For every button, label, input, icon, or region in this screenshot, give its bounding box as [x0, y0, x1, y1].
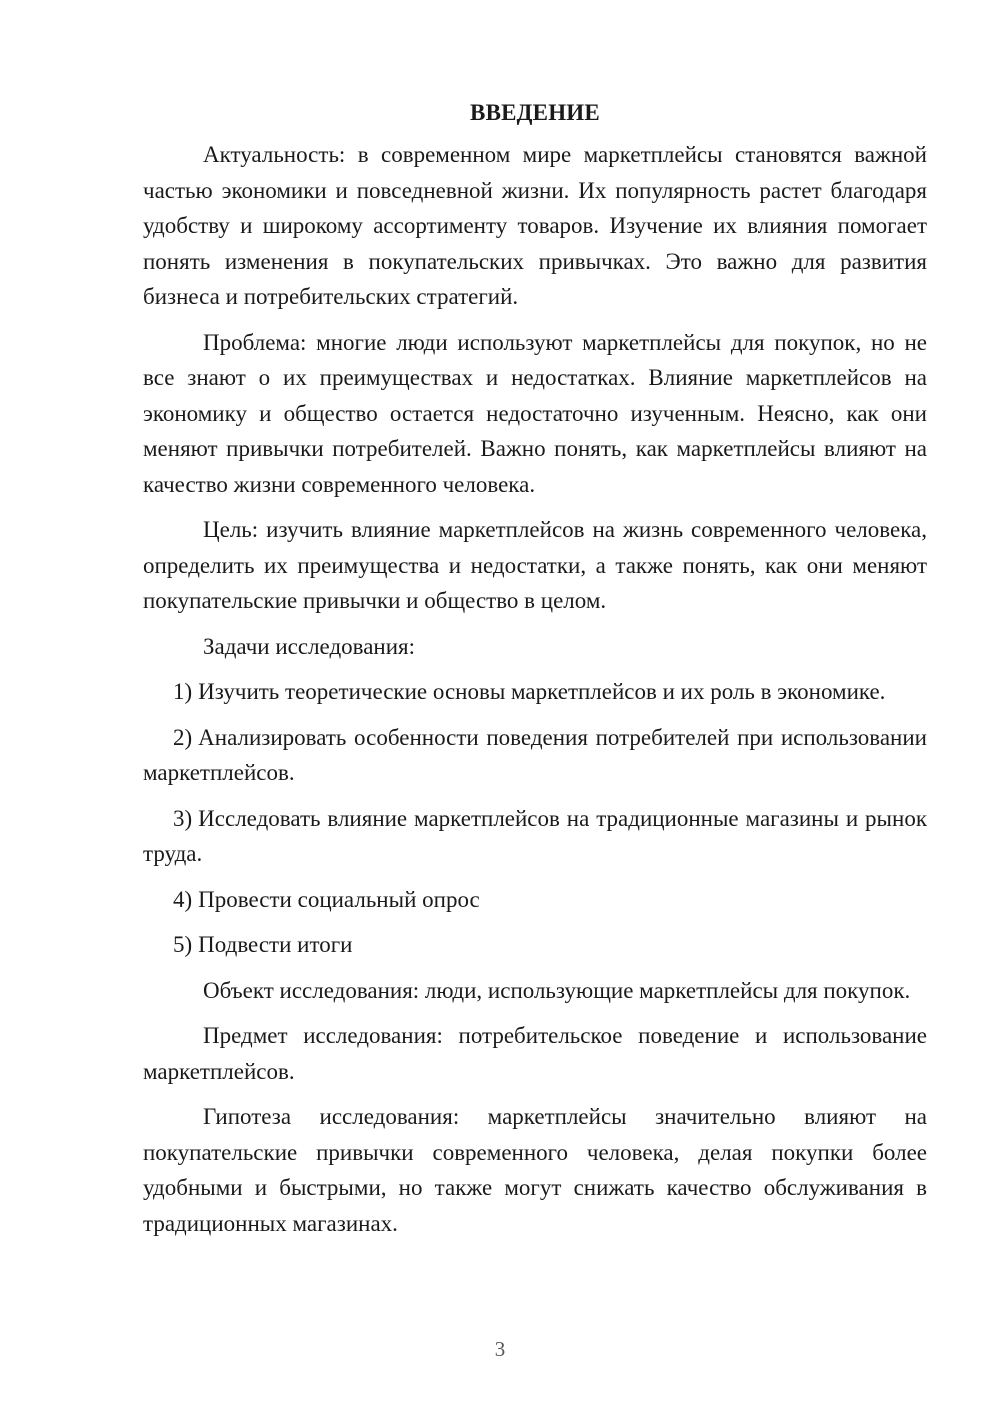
task-item-2 [143, 720, 927, 791]
relevance-paragraph: Актуальность: в современном мире маркетплейсы становятся важной частью экономики и повседневной жизни. Их популярность растет благодаря удобству и широкому ассортименту товаров. Изучение их влияния помогает понять изменения в покупательских привычках. Это важно для развития бизнеса и потребительских стратегий. [143, 142, 927, 309]
page-number: 3 [494, 1337, 506, 1361]
problem-paragraph: Проблема: многие люди используют маркетплейсы для покупок, но не все знают о их преимуществах и недостатках. Влияние маркетплейсов на экономику и общество остается недостаточно изученным. Неясно, как они меняют привычки потребителей. Важно понять, как маркетплейсы влияют на качество жизни современного человека. [143, 329, 927, 497]
task-item-1 [143, 674, 927, 710]
task-item-4 [143, 882, 927, 918]
task-item-5 [143, 927, 927, 963]
task-text: Провести социальный опрос [198, 886, 480, 912]
task-number: 2) [173, 724, 193, 750]
task-item-3 [143, 801, 927, 872]
task-number: 3) [173, 805, 193, 831]
tasks-list [143, 674, 927, 963]
task-text: Изучить теоретические основы маркетплейсов и их роль в экономике. [198, 679, 886, 704]
task-number: 1) [173, 679, 193, 704]
task-number: 4) [173, 886, 193, 912]
task-number: 5) [173, 932, 193, 957]
task-text: Подвести итоги [198, 932, 353, 957]
page-content [143, 95, 927, 1251]
hypothesis-paragraph: Гипотеза исследования: маркетплейсы значительно влияют на покупательские привычки современного человека, делая покупки более удобными и быстрыми, но также могут снижать качество обслуживания в традиционных магазинах. [143, 1104, 927, 1236]
page-title: ВВЕДЕНИЕ [470, 100, 600, 125]
tasks-label: Задачи исследования: [203, 633, 416, 659]
subject-paragraph: Предмет исследования: потребительское поведение и использование маркетплейсов. [143, 1023, 927, 1084]
goal-paragraph: Цель: изучить влияние маркетплейсов на жизнь современного человека, определить их преимущества и недостатки, а также понять, как они меняют покупательские привычки и общество в целом. [143, 517, 927, 613]
task-text: Анализировать особенности поведения потребителей при использовании маркетплейсов. [143, 724, 927, 785]
object-paragraph: Объект исследования: люди, использующие маркетплейсы для покупок. [203, 977, 911, 1003]
task-text: Исследовать влияние маркетплейсов на традиционные магазины и рынок труда. [143, 805, 927, 866]
